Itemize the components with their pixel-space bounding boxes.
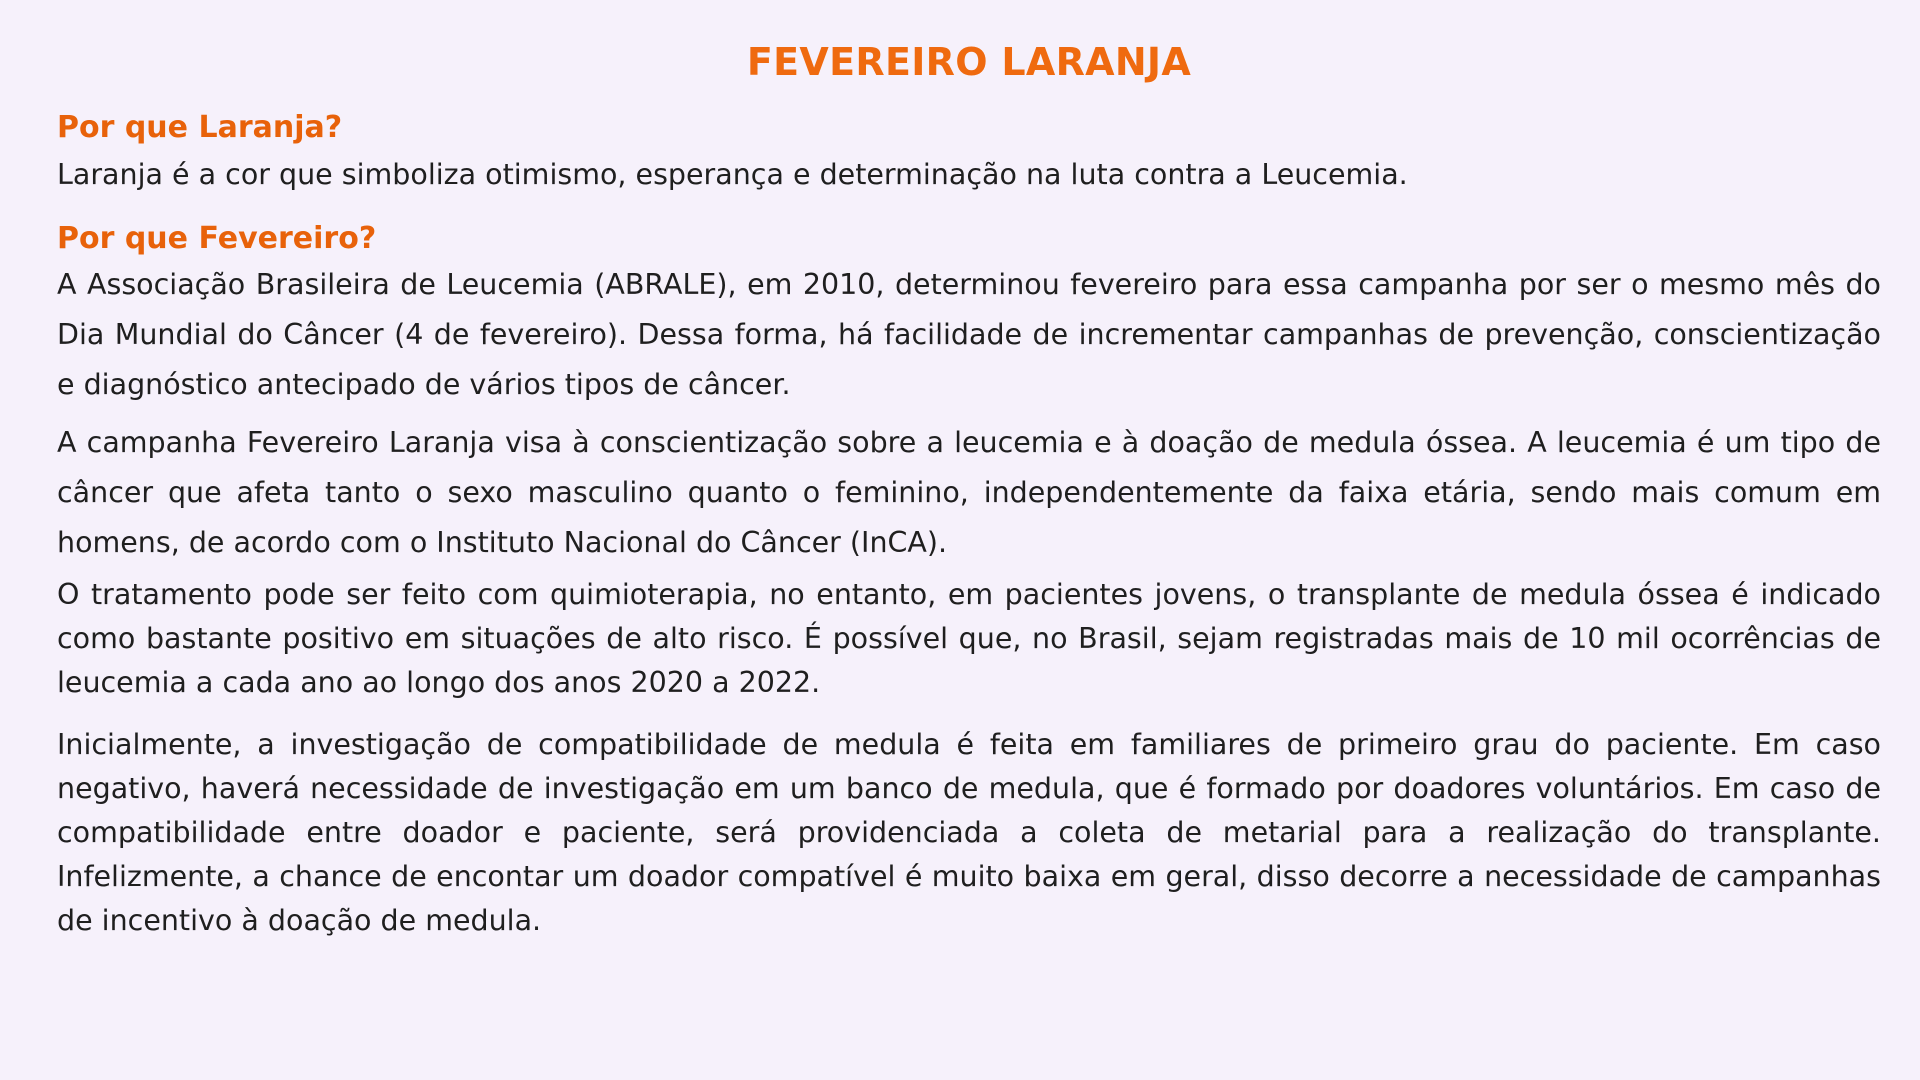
paragraph-why-orange: Laranja é a cor que simboliza otimismo, esperança e determinação na luta contra a Leucemia. [57, 158, 1408, 191]
paragraph-abrale: A Associação Brasileira de Leucemia (ABRALE), em 2010, determinou fevereiro para essa campanha por ser o mesmo mês do Dia Mundial do Câncer (4 de fevereiro). Dessa forma, há facilidade de incrementar campanhas de prevenção, conscientização e diagnóstico antecipado de vários tipos de câncer. [57, 268, 1881, 401]
document-title: FEVEREIRO LARANJA [746, 40, 1192, 84]
paragraph-treatment: O tratamento pode ser feito com quimioterapia, no entanto, em pacientes jovens, o transplante de medula óssea é indicado como bastante positivo em situações de alto risco. É possível que, no Brasil, sejam registradas mais de 10 mil ocorrências de leucemia a cada ano ao longo dos anos 2020 a 2022. [57, 578, 1881, 699]
paragraph-compatibility: Inicialmente, a investigação de compatibilidade de medula é feita em familiares de primeiro grau do paciente. Em caso negativo, haverá necessidade de investigação em um banco de medula, que é formado por doadores voluntários. Em caso de compatibilidade entre doador e paciente, será providenciada a coleta de metarial para a realização do transplante. Infelizmente, a chance de encontar um doador compatível é muito baixa em geral, disso decorre a necessidade de campanhas de incentivo à doação de medula. [57, 728, 1881, 937]
paragraph-campaign: A campanha Fevereiro Laranja visa à conscientização sobre a leucemia e à doação de medula óssea. A leucemia é um tipo de câncer que afeta tanto o sexo masculino quanto o feminino, independentemente da faixa etária, sendo mais comum em homens, de acordo com o Instituto Nacional do Câncer (InCA). [57, 426, 1881, 559]
section-heading-why-february: Por que Fevereiro? [57, 221, 377, 256]
section-heading-why-orange: Por que Laranja? [57, 110, 343, 145]
